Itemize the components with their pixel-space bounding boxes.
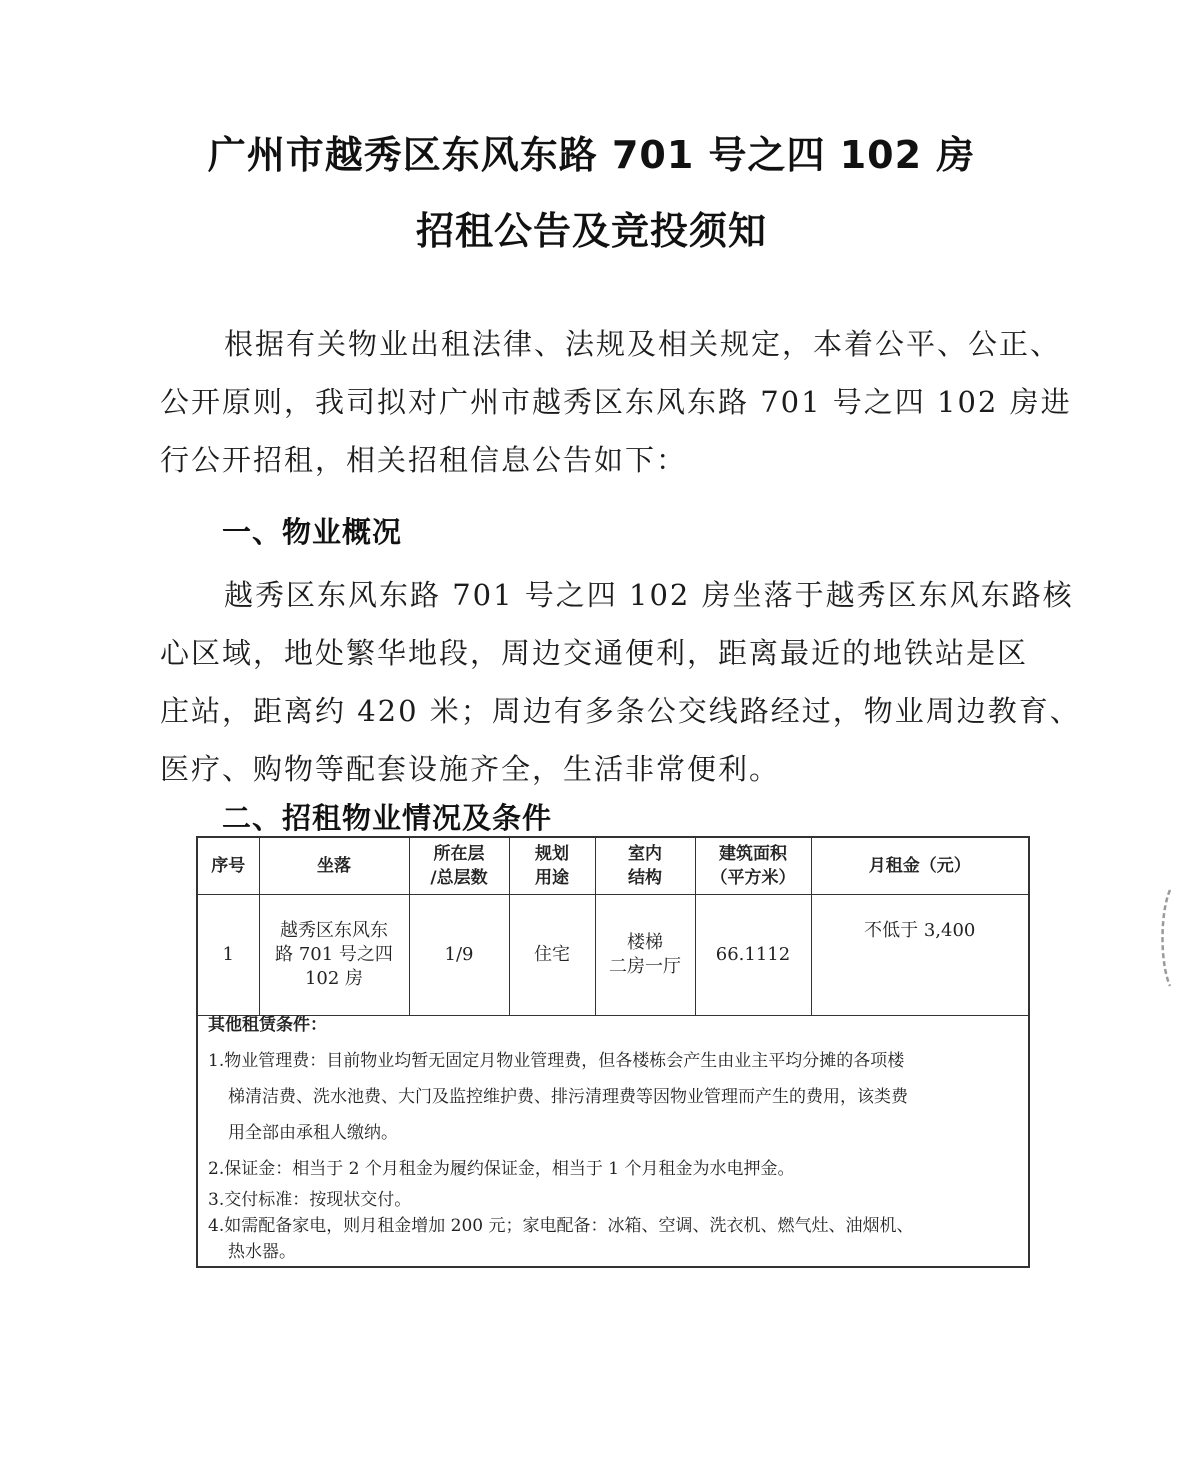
condition-item-1: 1.物业管理费：目前物业均暂无固定月物业管理费，但各楼栋会产生由业主平均分摊的各项楼 梯清洁费、洗水池费、大门及监控维护费、排污清理费等因物业管理而产生的费用，该类费 用全部由承租人缴纳。 — [208, 1051, 908, 1143]
section1-line: 心区域，地处繁华地段，周边交通便利，距离最近的地铁站是区 — [160, 636, 1029, 670]
cell-location: 越秀区东风东 路 701 号之四 102 房 — [259, 895, 409, 1016]
section1-line: 庄站，距离约 420 米；周边有多条公交线路经过，物业周边教育、 — [160, 694, 1081, 728]
intro-paragraph — [160, 315, 1070, 489]
table-header-row — [198, 838, 1028, 895]
section2-heading: 二、招租物业情况及条件 — [222, 801, 553, 835]
table-row — [198, 895, 1028, 1016]
header-structure: 室内 结构 — [595, 838, 695, 895]
condition-item-4: 4.如需配备家电，则月租金增加 200 元；家电配备：冰箱、空调、洗衣机、燃气灶、油烟机、 热水器。 — [208, 1216, 914, 1262]
header-use: 规划 用途 — [509, 838, 595, 895]
section1-paragraph — [160, 566, 1081, 798]
cell-structure: 楼梯 二房一厅 — [595, 895, 695, 1016]
cell-floor: 1/9 — [409, 895, 509, 1016]
condition-item-3: 3.交付标准：按现状交付。 — [208, 1190, 412, 1210]
cell-seq: 1 — [198, 895, 259, 1016]
document-title-line1: 广州市越秀区东风东路 701 号之四 102 房 — [207, 133, 976, 177]
section1-heading: 一、物业概况 — [222, 515, 403, 549]
seal-edge-mark — [1158, 888, 1172, 988]
conditions-title: 其他租赁条件： — [208, 1015, 327, 1035]
header-area: 建筑面积 （平方米） — [695, 838, 811, 895]
document-title-line2: 招租公告及竞投须知 — [415, 209, 767, 253]
property-table-frame — [196, 836, 1030, 1268]
header-floor: 所在层 /总层数 — [409, 838, 509, 895]
intro-line: 行公开招租，相关招租信息公告如下： — [160, 443, 688, 477]
intro-line: 公开原则，我司拟对广州市越秀区东风东路 701 号之四 102 房进 — [160, 385, 1072, 419]
cell-area: 66.1112 — [695, 895, 811, 1016]
section1-line: 医疗、购物等配套设施齐全，生活非常便利。 — [160, 752, 781, 786]
property-table — [198, 838, 1028, 1016]
cell-rent: 不低于 3,400 — [811, 895, 1028, 1016]
section1-line: 越秀区东风东路 701 号之四 102 房坐落于越秀区东风东路核 — [224, 578, 1074, 612]
condition-item-2: 2.保证金：相当于 2 个月租金为履约保证金，相当于 1 个月租金为水电押金。 — [208, 1159, 795, 1179]
header-rent: 月租金（元） — [811, 838, 1028, 895]
header-seq: 序号 — [198, 838, 259, 895]
intro-line: 根据有关物业出租法律、法规及相关规定，本着公平、公正、 — [224, 327, 1062, 361]
header-location: 坐落 — [259, 838, 409, 895]
other-conditions — [208, 1010, 1018, 1265]
cell-use: 住宅 — [509, 895, 595, 1016]
